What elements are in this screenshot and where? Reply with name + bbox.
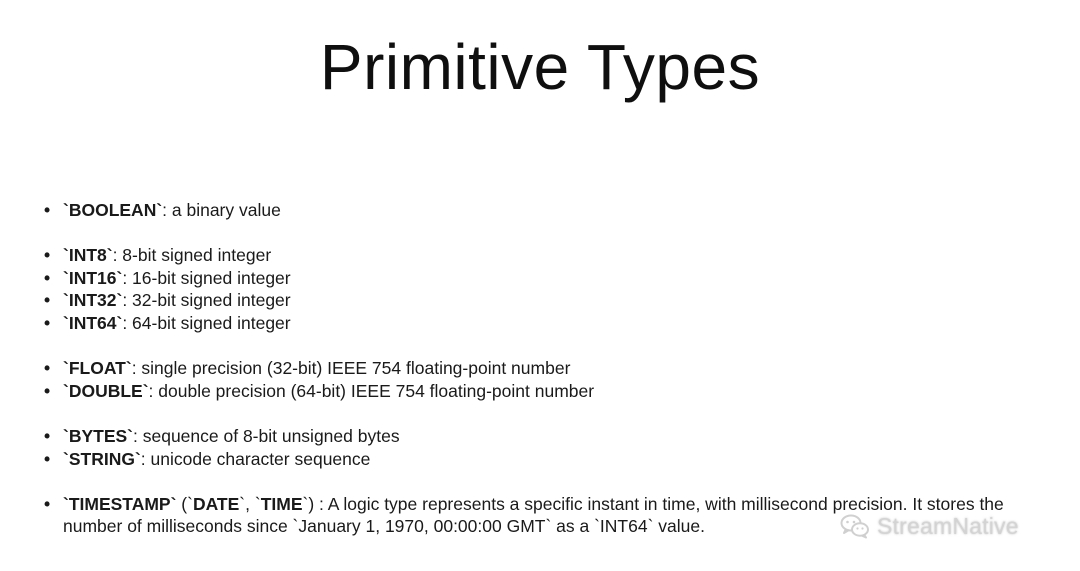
list-item xyxy=(44,199,1044,222)
bullet: • xyxy=(44,358,51,379)
slide-title: Primitive Types xyxy=(319,31,761,103)
bullet: • xyxy=(44,245,51,266)
type-description: `, ` xyxy=(239,493,261,514)
type-code: `FLOAT` xyxy=(63,358,132,379)
bullet: • xyxy=(44,290,51,311)
type-code: `TIMESTAMP` xyxy=(63,493,177,514)
type-code: `STRING` xyxy=(63,448,141,469)
bullet: • xyxy=(44,425,51,446)
bullet: • xyxy=(44,312,51,333)
type-code: `INT16` xyxy=(63,267,123,288)
list-item xyxy=(44,380,1044,403)
type-code: `INT32` xyxy=(63,290,123,311)
list-item xyxy=(44,425,1044,448)
type-code: `INT8` xyxy=(63,245,113,266)
watermark-text: StreamNative xyxy=(877,512,1019,539)
bullet: • xyxy=(44,380,51,401)
list-item xyxy=(44,448,1044,471)
wechat-icon xyxy=(840,513,870,539)
type-description: : sequence of 8-bit unsigned bytes xyxy=(133,425,400,446)
type-description: : unicode character sequence xyxy=(140,448,371,469)
bullet: • xyxy=(44,448,51,469)
type-code: TIME xyxy=(260,493,303,514)
type-list xyxy=(44,199,1044,538)
type-code: `INT64` xyxy=(63,312,123,333)
type-code: `DOUBLE` xyxy=(63,380,149,401)
list-item xyxy=(44,289,1044,312)
type-code: DATE xyxy=(192,493,240,514)
bullet: • xyxy=(44,493,51,514)
bullet: • xyxy=(44,200,51,220)
type-code: `BYTES` xyxy=(63,425,133,446)
type-description: `) : A logic type represents a specific instant in time, with millisecond precision. It stores the number of milliseconds since `January 1, 1970, 00:00:00 GMT` as a `INT64` value. xyxy=(63,493,1004,537)
type-description: : single precision (32-bit) IEEE 754 floating-point number xyxy=(131,358,571,379)
list-item xyxy=(44,267,1044,290)
bullet: • xyxy=(44,267,51,288)
type-description: : 32-bit signed integer xyxy=(122,290,291,311)
list-item xyxy=(44,244,1044,267)
type-description: : double precision (64-bit) IEEE 754 floating-point number xyxy=(148,380,595,401)
type-code: `BOOLEAN` xyxy=(63,200,163,220)
type-description: : a binary value xyxy=(162,200,281,220)
type-description: : 8-bit signed integer xyxy=(112,245,272,266)
watermark xyxy=(840,508,1019,544)
type-description: (` xyxy=(176,493,193,514)
type-description: : 64-bit signed integer xyxy=(122,312,291,333)
list-item xyxy=(44,357,1044,380)
type-description: : 16-bit signed integer xyxy=(122,267,291,288)
list-item xyxy=(44,312,1044,335)
